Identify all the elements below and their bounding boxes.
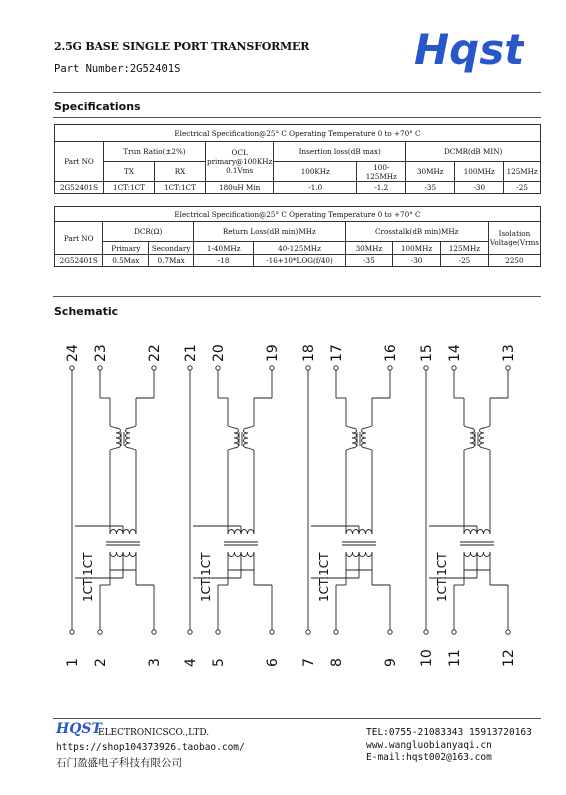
- choke-coil: [362, 428, 367, 448]
- pin-terminal: [424, 630, 428, 634]
- pin-terminal: [306, 366, 310, 370]
- pin-label-bottom: 4: [183, 658, 199, 667]
- pin-label-top: 18: [301, 344, 317, 362]
- table1-il-100khz-header: 100KHz: [274, 162, 357, 182]
- wire: [484, 448, 490, 450]
- pin-label-top: 23: [93, 344, 109, 362]
- pin-terminal: [506, 366, 510, 370]
- table2-c125-header: 125MHz: [440, 242, 488, 255]
- pin-label-bottom: 1: [65, 658, 81, 667]
- pin-terminal: [216, 630, 220, 634]
- wire: [130, 448, 136, 450]
- hqst-logo: [412, 24, 524, 76]
- turns-ratio-label: 1CT:1CT: [317, 552, 331, 602]
- pin-terminal: [452, 630, 456, 634]
- table2-cell: -18: [193, 255, 253, 267]
- table1-turns-ratio-header: Trun Ratio(±2%): [104, 142, 206, 162]
- table1-caption: Electrical Specification@25° C Operating Temperature 0 to +70° C: [55, 125, 541, 142]
- footer-email[interactable]: E-mail:hqst002@163.com: [366, 752, 492, 763]
- table1-cell: -1.2: [357, 182, 406, 194]
- pin-label-bottom: 12: [501, 649, 517, 667]
- wire: [464, 426, 470, 428]
- wire: [130, 426, 136, 428]
- pin-label-top: 21: [183, 344, 199, 362]
- pin-label-bottom: 2: [93, 658, 109, 667]
- table1-insertion-loss-header: Insertion loss(dB max): [274, 142, 406, 162]
- pin-terminal: [424, 366, 428, 370]
- turns-ratio-label: 1CT:1CT: [199, 552, 213, 602]
- table2-cell: 2250: [488, 255, 540, 267]
- pin-label-bottom: 7: [301, 658, 317, 667]
- footer-url[interactable]: https://shop104373926.taobao.com/: [56, 742, 245, 753]
- pin-terminal: [334, 366, 338, 370]
- table2-c100-header: 100MHz: [393, 242, 441, 255]
- specifications-divider: [53, 117, 541, 118]
- pin-label-top: 19: [265, 344, 281, 362]
- transformer-channel: [183, 344, 281, 667]
- pin-terminal: [70, 630, 74, 634]
- table1-dcmr-header: DCMR(dB MIN): [406, 142, 541, 162]
- table1-cell: -35: [406, 182, 455, 194]
- spec-table-1: [54, 124, 541, 194]
- footer-web[interactable]: www.wangluobianyaqi.cn: [366, 740, 492, 751]
- wire: [464, 448, 470, 450]
- pin-label-top: 13: [501, 344, 517, 362]
- wire: [248, 426, 254, 428]
- spec-table-2: [54, 206, 541, 267]
- wire: [228, 448, 234, 450]
- choke-coil: [352, 428, 357, 448]
- table1-cell: 1CT:1CT: [104, 182, 155, 194]
- pin-terminal: [506, 630, 510, 634]
- choke-coil: [234, 428, 239, 448]
- wire: [484, 426, 490, 428]
- table2-caption: Electrical Specification@25° C Operating Temperature 0 to +70° C: [55, 207, 541, 222]
- header-divider: [53, 92, 541, 93]
- table2-cell: 2G52401S: [55, 255, 103, 267]
- table1-cell: 2G52401S: [55, 182, 104, 194]
- choke-coil: [244, 428, 249, 448]
- pin-terminal: [188, 630, 192, 634]
- logo-text: Hqst: [414, 25, 524, 74]
- table2-isolation-header: Isolation Voltage(Vrms: [488, 222, 540, 255]
- pin-terminal: [216, 366, 220, 370]
- table1-cell: 180uH Min: [206, 182, 274, 194]
- pin-label-bottom: 10: [419, 649, 435, 667]
- pin-label-top: 17: [329, 344, 345, 362]
- pin-label-bottom: 5: [211, 658, 227, 667]
- choke-coil: [470, 428, 475, 448]
- schematic-top-divider: [53, 296, 541, 297]
- pin-terminal: [452, 366, 456, 370]
- pin-label-bottom: 6: [265, 658, 281, 667]
- table2-cell: -30: [393, 255, 441, 267]
- document-title: 2.5G BASE SINGLE PORT TRANSFORMER: [54, 40, 310, 53]
- table2-cell: 0.5Max: [103, 255, 149, 267]
- table1-il-100-125-header: 100-125MHz: [357, 162, 406, 182]
- transformer-channel: [65, 344, 163, 667]
- wire: [346, 426, 352, 428]
- pin-label-bottom: 8: [329, 658, 345, 667]
- wire: [366, 426, 372, 428]
- pin-terminal: [388, 366, 392, 370]
- wire: [228, 426, 234, 428]
- table1-part-no-header: Part NO: [55, 142, 104, 182]
- pin-terminal: [70, 366, 74, 370]
- footer-company: ELECTRONICSCO.,LTD.: [98, 728, 210, 738]
- pin-label-bottom: 9: [383, 658, 399, 667]
- table1-cell: -30: [455, 182, 504, 194]
- table2-c30-header: 30MHz: [345, 242, 393, 255]
- schematic-diagram: [0, 330, 566, 680]
- choke-coil: [126, 428, 131, 448]
- pin-terminal: [98, 366, 102, 370]
- choke-coil: [480, 428, 485, 448]
- pin-terminal: [334, 630, 338, 634]
- table1-dcmr-125-header: 125MHz: [504, 162, 541, 182]
- footer-logo: HQST: [56, 721, 102, 737]
- table1-tx-header: TX: [104, 162, 155, 182]
- pin-terminal: [152, 366, 156, 370]
- table-row: [55, 255, 541, 267]
- table2-cell: 0.7Max: [149, 255, 194, 267]
- table2-cell: -25: [440, 255, 488, 267]
- table2-rl-1-40-header: 1-40MHz: [193, 242, 253, 255]
- table1-ocl-header: OCL primary@100KHz 0.1Vms: [206, 142, 274, 182]
- table2-secondary-header: Secondary: [149, 242, 194, 255]
- wire: [110, 448, 116, 450]
- pin-label-top: 24: [65, 344, 81, 362]
- pin-terminal: [388, 630, 392, 634]
- choke-coil: [116, 428, 121, 448]
- table1-cell: -1.0: [274, 182, 357, 194]
- table1-dcmr-100-header: 100MHz: [455, 162, 504, 182]
- transformer-channel: [419, 344, 517, 667]
- wire: [366, 448, 372, 450]
- transformer-channel: [301, 344, 399, 667]
- table1-cell: -25: [504, 182, 541, 194]
- specifications-heading: Specifications: [54, 100, 141, 113]
- pin-label-top: 15: [419, 344, 435, 362]
- wire: [346, 448, 352, 450]
- turns-ratio-label: 1CT:1CT: [435, 552, 449, 602]
- table2-cell: -35: [345, 255, 393, 267]
- table-row: [55, 182, 541, 194]
- table2-return-loss-header: Return Loss(dB min)MHz: [193, 222, 345, 242]
- footer-divider: [53, 718, 541, 719]
- pin-label-bottom: 11: [447, 649, 463, 667]
- wire: [110, 426, 116, 428]
- pin-label-top: 14: [447, 344, 463, 362]
- table2-rl-40-125-header: 40-125MHz: [254, 242, 345, 255]
- pin-label-top: 16: [383, 344, 399, 362]
- wire: [248, 448, 254, 450]
- pin-label-top: 22: [147, 344, 163, 362]
- pin-label-bottom: 3: [147, 658, 163, 667]
- table2-cell: -16+10*LOG(f/40): [254, 255, 345, 267]
- footer-chinese-name: 石门盈盛电子科技有限公司: [56, 757, 182, 769]
- table2-part-no-header: Part NO: [55, 222, 103, 255]
- table1-dcmr-30-header: 30MHz: [406, 162, 455, 182]
- pin-terminal: [152, 630, 156, 634]
- table2-crosstalk-header: Crosstalk(dB min)MHz: [345, 222, 488, 242]
- pin-terminal: [306, 630, 310, 634]
- pin-label-top: 20: [211, 344, 227, 362]
- table1-cell: 1CT:1CT: [155, 182, 206, 194]
- pin-terminal: [270, 630, 274, 634]
- pin-terminal: [188, 366, 192, 370]
- pin-terminal: [270, 366, 274, 370]
- pin-terminal: [98, 630, 102, 634]
- table1-rx-header: RX: [155, 162, 206, 182]
- footer-tel: TEL:0755-21083343 15913720163: [366, 727, 532, 738]
- schematic-heading: Schematic: [54, 305, 119, 318]
- table2-primary-header: Primary: [103, 242, 149, 255]
- turns-ratio-label: 1CT:1CT: [81, 552, 95, 602]
- table2-dcr-header: DCR(Ω): [103, 222, 194, 242]
- part-number: Part Number:2G52401S: [54, 63, 181, 75]
